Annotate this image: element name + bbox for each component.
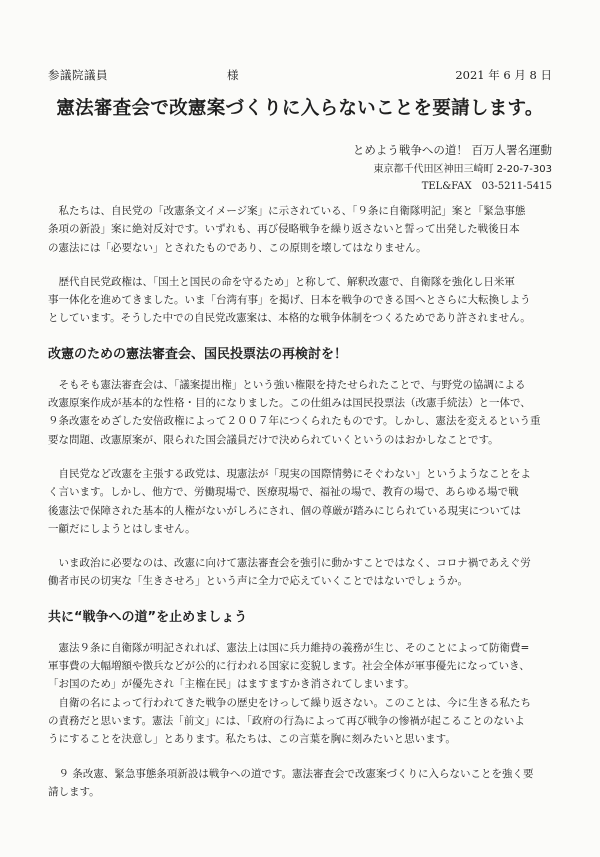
paragraph-5: [48, 554, 554, 591]
paragraph-2: [48, 273, 554, 328]
paragraph-line: 自衛の名によって行われてきた戦争の歴史をけっして繰り返さない。このことは、今に生きる私たち: [58, 696, 531, 709]
section-heading-2: 共に“戦争への道”を止めましょう: [48, 609, 248, 625]
paragraph-line: 私たちは、自民党の「改憲条文イメージ案」に示されている、「９条に自衛隊明記」案と「緊急事態: [58, 205, 526, 217]
paragraph-8: [48, 765, 554, 802]
sender-address: 東京都千代田区神田三崎町 2-20-7-303: [373, 164, 552, 175]
document-body: [48, 202, 554, 817]
paragraph-line: そもそも憲法審査会は、「議案提出権」という強い権限を持たせられたことで、与野党の協調による: [58, 378, 526, 391]
paragraph-line: 軍事費の大幅増額や徴兵などが公的に行われる国家に変貌します。社会全体が軍事優先になっていき、: [48, 660, 530, 673]
paragraph-line: く言います。しかし、他方で、労働現場で、医療現場で、福祉の場で、教育の場で、あらゆる場で戦: [48, 486, 519, 499]
paragraph-line: 要な問題、改憲原案が、限られた国会議員だけで決められていくというのはおかしなことです。: [48, 433, 499, 446]
paragraph-line: としています。そうした中での自民党改憲案は、本格的な戦争体制をつくるためであり許されません。: [48, 312, 531, 325]
paragraph-line: 後憲法で保障された基本的人権がないがしろにされ、個の尊厳が踏みにじられている現実については: [48, 504, 521, 517]
paragraph-line: の憲法には「必要ない」とされたものであり、この原則を壊してはなりません。: [48, 241, 427, 254]
paragraph-line: 働者市民の切実な「生きさせろ」という声に全力で応えていくことではないでしょうか。: [48, 575, 468, 588]
paragraph-3: [48, 376, 554, 449]
paragraph-line: いま政治に必要なのは、改憲に向けて憲法審査会を強引に動かすことではなく、コロナ禍であえぐ労: [58, 557, 531, 570]
paragraph-line: 一顧だにしようとはしません。: [48, 522, 196, 535]
paragraph-6: [48, 639, 554, 694]
paragraph-4: [48, 465, 554, 538]
section-heading-1: 改憲のための憲法審査会、国民投票法の再検討を！: [48, 346, 348, 362]
paragraph-line: 歴代自民党政権は、「国土と国民の命を守るため」と称して、解釈改憲で、自衛隊を強化し日米軍: [58, 275, 515, 288]
paragraph-line: 憲法９条に自衛隊が明記されれば、憲法上は国に兵力維持の義務が生じ、そのことによって防衛費=: [58, 641, 530, 654]
paragraph-line: ９条改憲をめざした安倍政権によって２００７年につくられたものです。しかし、憲法を変えるという重: [48, 415, 541, 428]
paragraph-7: [48, 694, 554, 749]
honorific: 様: [227, 68, 239, 82]
paragraph-line: うにすることを決意し」とあります。私たちは、この言葉を胸に刻みたいと思います。: [48, 733, 456, 746]
addressee: 参議院議員: [48, 68, 108, 82]
sender-tel-fax: TEL&FAX 03-5211-5415: [421, 181, 552, 192]
paragraph-line: 自民党など改憲を主張する政党は、現憲法が「現実の国際情勢にそぐわない」というようなことをよ: [58, 467, 531, 480]
paragraph-line: ９ 条改憲、緊急事態条項新設は戦争への道です。憲法審査会で改憲案づくりに入らないことを強く要: [58, 767, 534, 780]
paragraph-line: 事一体化を進めてきました。いま「台湾有事」を掲げ、日本を戦争のできる国へとさらに大転換しよう: [48, 294, 531, 307]
paragraph-line: 条項の新設」案に絶対反対です。いずれも、再び侵略戦争を繰り返さないと誓って出発した戦後日本: [48, 223, 520, 236]
sender-organization: とめよう戦争への道！ 百万人署名運動: [352, 143, 552, 157]
paragraph-line: 請します。: [48, 785, 100, 798]
paragraph-line: の責務だと思います。憲法「前文」には、「政府の行為によって再び戦争の惨禍が起こることのないよ: [48, 714, 525, 727]
document-title: 憲法審査会で改憲案づくりに入らないことを要請します。: [56, 98, 544, 119]
paragraph-1: [48, 202, 554, 257]
document-date: 2021 年 6 月 8 日: [455, 68, 552, 82]
paragraph-line: 「お国のため」が優先され「主権在民」はますますかき消されてしまいます。: [48, 678, 415, 691]
paragraph-line: 改憲原案作成が基本的な性格・目的になりました。この仕組みは国民投票法（改憲手続法）と一体で、: [48, 397, 531, 410]
